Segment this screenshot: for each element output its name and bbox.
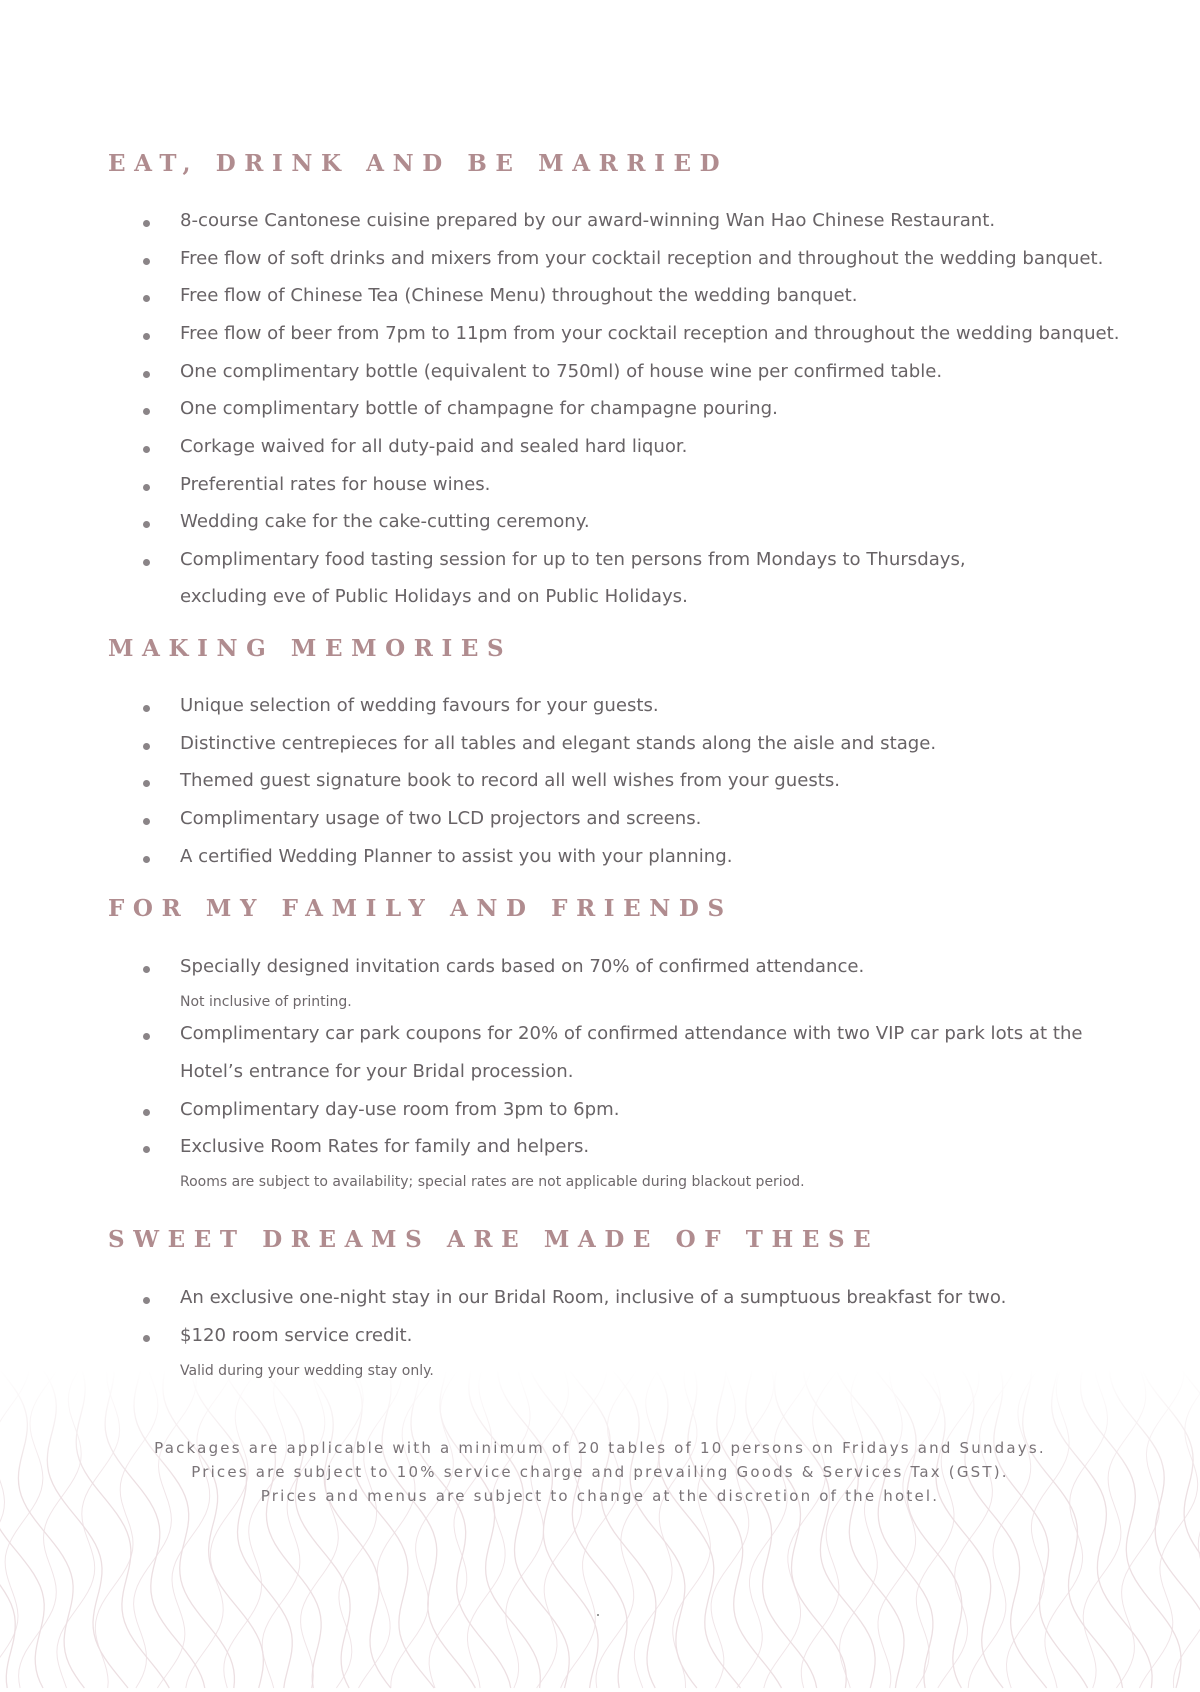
bullet-icon — [143, 258, 150, 265]
list-item: 8-course Cantonese cuisine prepared by our award-winning Wan Hao Chinese Restaurant. — [180, 210, 995, 231]
item-note: Rooms are subject to availability; special rates are not applicable during blackout period. — [180, 1174, 805, 1190]
item-note: Not inclusive of printing. — [180, 994, 352, 1010]
bullet-icon — [143, 1297, 150, 1304]
footer-terms-line: Prices and menus are subject to change at the discretion of the hotel. — [260, 1487, 940, 1505]
list-item: Preferential rates for house wines. — [180, 474, 490, 495]
list-item: Themed guest signature book to record all well wishes from your guests. — [180, 770, 840, 791]
list-item: Complimentary car park coupons for 20% of confirmed attendance with two VIP car park lots at the — [180, 1023, 1083, 1044]
bullet-icon — [143, 521, 150, 528]
list-item: Exclusive Room Rates for family and helpers. — [180, 1136, 589, 1157]
list-item: $120 room service credit. — [180, 1325, 412, 1346]
list-item: Specially designed invitation cards based on 70% of confirmed attendance. — [180, 956, 864, 977]
list-item: Corkage waived for all duty-paid and sealed hard liquor. — [180, 436, 687, 457]
bullet-icon — [143, 966, 150, 973]
bullet-icon — [143, 1109, 150, 1116]
bullet-icon — [143, 1335, 150, 1342]
section-heading-sweet-dreams: SWEET DREAMS ARE MADE OF THESE — [108, 1226, 880, 1253]
list-item: Complimentary day-use room from 3pm to 6pm. — [180, 1099, 620, 1120]
section-heading-eat-drink: EAT, DRINK AND BE MARRIED — [108, 150, 729, 177]
list-item: A certified Wedding Planner to assist you with your planning. — [180, 846, 732, 867]
bullet-icon — [143, 705, 150, 712]
list-item: Free flow of beer from 7pm to 11pm from your cocktail reception and throughout the wedding banquet. — [180, 323, 1120, 344]
section-heading-making-memories: MAKING MEMORIES — [108, 635, 513, 662]
bullet-icon — [143, 780, 150, 787]
bullet-icon — [143, 818, 150, 825]
list-item: Unique selection of wedding favours for your guests. — [180, 695, 659, 716]
bullet-icon — [143, 856, 150, 863]
bullet-icon — [143, 446, 150, 453]
bullet-icon — [143, 743, 150, 750]
list-item: Complimentary usage of two LCD projectors and screens. — [180, 808, 701, 829]
section-heading-family-friends: FOR MY FAMILY AND FRIENDS — [108, 895, 733, 922]
list-item: One complimentary bottle of champagne for champagne pouring. — [180, 398, 778, 419]
wave-background-pattern — [0, 1370, 1200, 1692]
item-note: Valid during your wedding stay only. — [180, 1363, 434, 1379]
bullet-icon — [143, 484, 150, 491]
list-item: One complimentary bottle (equivalent to 750ml) of house wine per confirmed table. — [180, 361, 942, 382]
list-item: Complimentary food tasting session for up to ten persons from Mondays to Thursdays, — [180, 549, 966, 570]
list-item-continuation: Hotel’s entrance for your Bridal procession. — [180, 1061, 574, 1082]
bullet-icon — [143, 559, 150, 566]
bullet-icon — [143, 220, 150, 227]
bullet-icon — [143, 408, 150, 415]
list-item: Free flow of soft drinks and mixers from your cocktail reception and throughout the wedding banquet. — [180, 248, 1103, 269]
bullet-icon — [143, 1033, 150, 1040]
list-item: Distinctive centrepieces for all tables and elegant stands along the aisle and stage. — [180, 733, 936, 754]
list-item: Wedding cake for the cake-cutting ceremony. — [180, 511, 590, 532]
bullet-icon — [143, 333, 150, 340]
list-item: Free flow of Chinese Tea (Chinese Menu) throughout the wedding banquet. — [180, 285, 857, 306]
list-item-continuation: excluding eve of Public Holidays and on Public Holidays. — [180, 586, 688, 607]
bullet-icon — [143, 295, 150, 302]
bullet-icon — [143, 371, 150, 378]
footer-terms-line: Prices are subject to 10% service charge and prevailing Goods & Services Tax (GST). — [191, 1463, 1009, 1481]
pattern-fade-overlay — [0, 1370, 1200, 1692]
list-item: An exclusive one-night stay in our Bridal Room, inclusive of a sumptuous breakfast for two. — [180, 1287, 1006, 1308]
bullet-icon — [143, 1146, 150, 1153]
footer-terms-line: Packages are applicable with a minimum of 20 tables of 10 persons on Fridays and Sundays. — [154, 1439, 1046, 1457]
page-marker-dot — [597, 1614, 599, 1616]
